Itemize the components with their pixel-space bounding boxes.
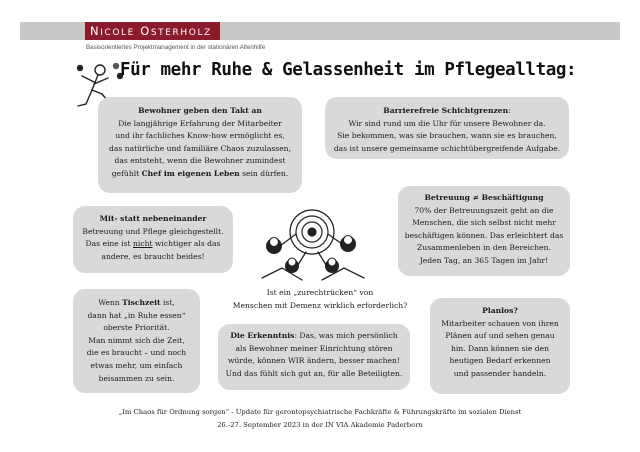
box-erkenntnis-line: Und das fühlt sich gut an, für alle Beteiligten. bbox=[225, 368, 403, 378]
box-miteinander-heading: Mit- statt nebeneinander bbox=[99, 214, 207, 223]
box-betreuung-heading: Betreuung ≠ Beschäftigung bbox=[424, 193, 544, 202]
box-takt-line: das entsteht, wenn die Bewohner zumindest bbox=[114, 156, 286, 166]
box-takt-line-last: gefühlt Chef im eigenen Leben sein dürfen. bbox=[111, 168, 289, 178]
box-betreuung-line: Jeden Tag, an 365 Tagen im Jahr! bbox=[419, 255, 549, 265]
box-barriere-line: Wir sind rund um die Uhr für unsere Bewohner da. bbox=[348, 118, 546, 128]
question-line: Menschen mit Demenz wirklich erforderlich? bbox=[232, 300, 408, 310]
box-planlos-line: und passender handeln. bbox=[453, 368, 547, 378]
box-betreuung bbox=[398, 186, 570, 276]
box-barriere bbox=[325, 97, 569, 159]
page-title: Für mehr Ruhe & Gelassenheit im Pflegealltag: bbox=[120, 60, 577, 80]
box-tischzeit-line: Wenn Tischzeit ist, bbox=[98, 298, 175, 307]
box-tischzeit bbox=[73, 289, 200, 393]
brand-name: NICOLE OSTERHOLZ bbox=[85, 22, 220, 40]
box-planlos-line: heutigen Bedarf erkennen bbox=[449, 356, 551, 366]
box-takt-line: und ihr fachliches Know-how ermöglicht es, bbox=[115, 131, 285, 141]
box-miteinander-line: andere, es braucht beides! bbox=[101, 251, 205, 261]
question-line: Ist ein „zurechtrücken“ von bbox=[266, 288, 374, 297]
box-betreuung-line: Menschen, die sich selbst nicht mehr bbox=[412, 218, 556, 228]
box-takt bbox=[98, 97, 302, 193]
box-takt-line: Die langjährige Erfahrung der Mitarbeiter bbox=[118, 118, 282, 128]
box-planlos-line: Mitarbeiter schauen von ihren bbox=[441, 318, 559, 328]
box-barriere-line: Sie bekommen, was sie brauchen, wann sie es brauchen, bbox=[337, 131, 557, 141]
box-erkenntnis-line: als Bewohner meiner Einrichtung stören bbox=[235, 343, 393, 353]
box-barriere-heading: Barrierefreie Schichtgrenzen: bbox=[383, 106, 511, 115]
question-text bbox=[210, 287, 430, 312]
box-betreuung-line: 70% der Betreuungszeit geht an die bbox=[414, 205, 554, 215]
box-barriere-line: das ist unsere gemeinsame schichtübergreifende Aufgabe. bbox=[333, 143, 561, 153]
box-tischzeit-line: beisammen zu sein. bbox=[98, 373, 175, 383]
box-erkenntnis-line: Die Erkenntnis: Das, was mich persönlich bbox=[230, 331, 398, 340]
box-erkenntnis bbox=[218, 324, 410, 390]
box-betreuung-line: beschäftigen können. Das erleichtert das bbox=[404, 230, 564, 240]
box-planlos-line: Plänen auf und sehen genau bbox=[445, 331, 555, 341]
box-planlos bbox=[430, 298, 570, 394]
box-miteinander-line: Das eine ist nicht wichtiger als das bbox=[85, 239, 221, 249]
box-tischzeit-line: die es braucht – und noch bbox=[86, 348, 187, 358]
box-erkenntnis-line: würde, können WIR ändern, besser machen! bbox=[227, 356, 400, 366]
box-tischzeit-line: Man nimmt sich die Zeit, bbox=[88, 335, 185, 345]
box-planlos-heading: Planlos? bbox=[482, 306, 518, 315]
box-planlos-line: hin. Dann können sie den bbox=[450, 343, 550, 353]
box-miteinander-line: Betreuung und Pflege gleichgestellt. bbox=[82, 226, 224, 236]
box-betreuung-line: Zusammenleben in den Bereichen. bbox=[417, 243, 551, 253]
box-takt-heading: Bewohner geben den Takt an bbox=[138, 106, 262, 115]
box-miteinander bbox=[73, 206, 233, 273]
box-tischzeit-line: etwas mehr, um einfach bbox=[90, 360, 183, 370]
brand-subtitle: Basisorientiertes Projektmanagement in der stationären Altenhilfe bbox=[86, 44, 266, 51]
box-tischzeit-line: oberste Priorität. bbox=[103, 323, 170, 333]
footer-line: 26.-27. September 2023 in der IN VIA Akademie Paderborn bbox=[217, 421, 423, 429]
target-people-illustration bbox=[252, 206, 372, 284]
box-tischzeit-line: dann hat „in Ruhe essen“ bbox=[87, 310, 186, 320]
box-takt-line: das natürliche und familiäre Chaos zuzulassen, bbox=[109, 143, 291, 153]
footer-line: „Im Chaos für Ordnung sorgen“ - Update für gerontopsychiatrische Fachkräfte & Führungskräfte im sozialen Dienst bbox=[118, 408, 522, 416]
